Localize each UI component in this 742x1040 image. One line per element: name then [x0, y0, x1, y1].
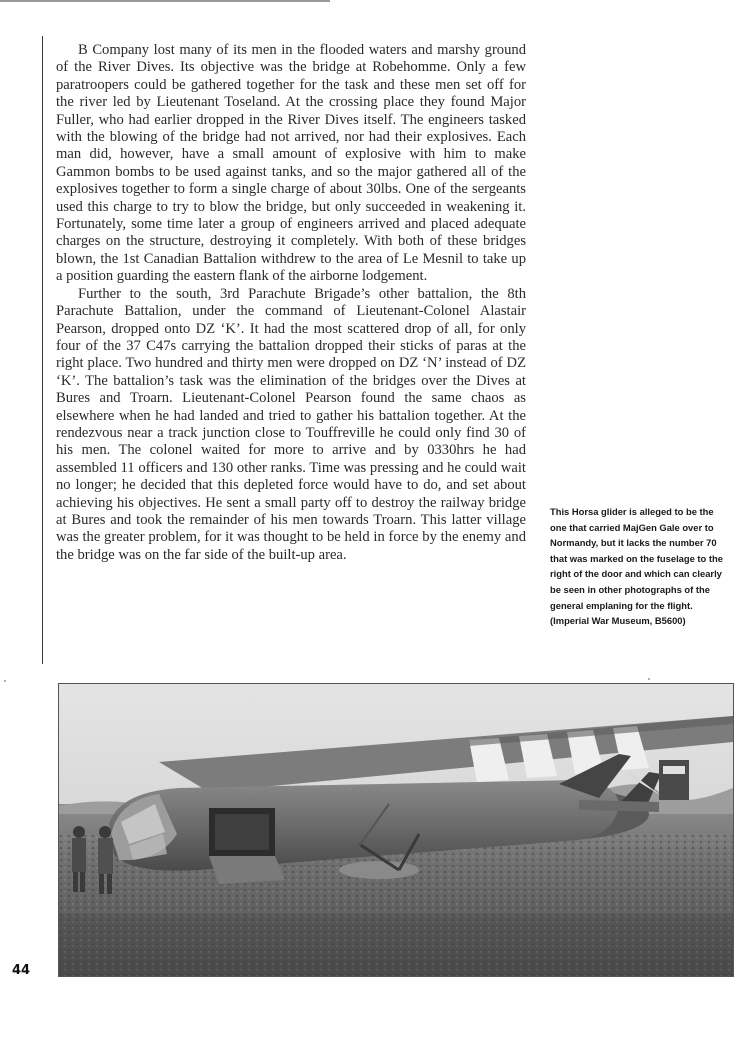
paragraph: B Company lost many of its men in the flooded waters and marshy ground of the River Dives. Its objective was the bridge at Robehomme. Only a few paratroopers could be gathered together for the task and these men set off for the river led by Lieutenant Toseland. At the crossing place they found Major Fuller, who had earlier dropped in the River Dives itself. The engineers tasked with the blowing of the bridge had not arrived, nor had their explosives. Each man did, however, have a small amount of explosive with him to make Gammon bombs to be used against tanks, and so the major gathered all of the explosives together to form a single charge of about 30lbs. One of the sergeants used this charge to try to blow the bridge, but only succeeded in weakening it. Fortunately, some time later a group of engineers arrived and placed adequate charges on the structure, destroying it completely. With both of these bridges blown, the 1st Canadian Battalion withdrew to the area of Le Mesnil to take up a position guarding the eastern flank of the airborne lodgement. — [56, 42, 526, 285]
column-rule — [42, 36, 43, 664]
horsa-glider-photo — [58, 683, 734, 977]
photo-caption: This Horsa glider is alleged to be the one that carried MajGen Gale over to Normandy, but it lacks the number 70 that was marked on the fuselage to the right of the door and which can clearly be seen in other photographs of the general emplaning for the flight. (Imperial War Museum, B5600) — [550, 506, 723, 627]
scan-speck — [4, 680, 6, 682]
article-body — [56, 42, 526, 564]
top-rule — [0, 0, 330, 2]
page-number: 44 — [12, 963, 31, 978]
paragraph: Further to the south, 3rd Parachute Brigade’s other battalion, the 8th Parachute Battalion, under the command of Lieutenant-Colonel Alastair Pearson, dropped onto DZ ‘K’. It had the most scattered drop of all, for only four of the 37 C47s carrying the battalion dropped their sticks of paras at the right place. Two hundred and thirty men were dropped on DZ ‘N’ instead of DZ ‘K’. The battalion’s task was the elimination of the bridges over the Dives at Bures and Troarn. Lieutenant-Colonel Pearson found the same chaos as elsewhere when he had landed and tried to gather his battalion together. At the rendezvous near a track junction close to Touffreville he could only find 30 of his men. The colonel waited for more to arrive and by 0330hrs he had assembled 11 officers and 130 other ranks. Time was pressing and he could wait no longer; he decided that this depleted force would have to do, and set about achieving his objectives. He sent a small party off to destroy the railway bridge at Bures and took the remainder of his men towards Troarn. This latter village was the greater problem, for it was thought to be held in force by the enemy and the bridge was on the far side of the built-up area. — [56, 285, 526, 563]
glider-photo-illustration — [59, 684, 733, 976]
scan-speck — [648, 678, 650, 680]
